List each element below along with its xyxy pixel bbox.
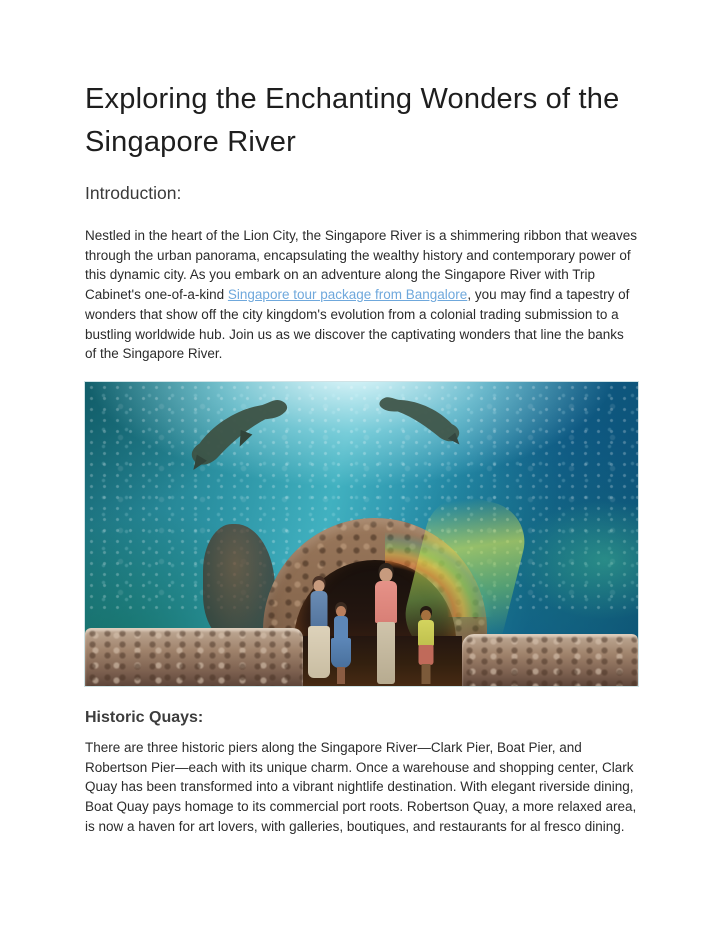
page-title: Exploring the Enchanting Wonders of the Singapore River — [85, 83, 620, 158]
stone-wall-right — [462, 634, 638, 686]
rainbow-light-arc — [385, 522, 505, 617]
daughter-blue-dress-skirt — [331, 638, 351, 668]
document-page — [85, 0, 638, 836]
mother-blue-top — [311, 591, 328, 627]
son-yellow-shirt — [418, 620, 434, 646]
person-father — [369, 566, 403, 686]
intro-text-before-link: Nestled in the heart of the Lion City, the Singapore River is a shimmering ribbon that weaves through the urban panorama, encapsulating the wealthy history and contemporary power of this dynamic city. As you embark on an adventure along the Singapore River with Trip Cabinet's one-of-a-kind — [85, 228, 638, 303]
stone-wall-left — [85, 628, 303, 686]
intro-paragraph — [85, 226, 638, 364]
tour-package-link[interactable]: Singapore tour package from Bangalore — [227, 287, 468, 303]
person-daughter — [329, 604, 353, 686]
person-son — [413, 608, 439, 686]
historic-quays-heading: Historic Quays: — [85, 708, 204, 726]
son-red-shorts — [419, 645, 434, 665]
aquarium-tunnel-image[interactable] — [85, 382, 638, 686]
father-khaki-pants — [377, 622, 395, 684]
green-light-glow — [515, 500, 638, 620]
daughter-blue-dress-top — [334, 616, 348, 640]
intro-heading: Introduction: — [85, 183, 182, 203]
intro-text-after-link: , you may find a tapestry of wonders that show off the city kingdom's evolution from a colonial trading submission to a bustling worldwide hub. Join us as we discover the captivating wonders that line the banks of the Singapore River. — [85, 287, 630, 362]
father-salmon-shirt — [375, 581, 397, 623]
mother-beige-skirt — [308, 626, 330, 678]
historic-quays-paragraph: There are three historic piers along the Singapore River—Clark Pier, Boat Pier, and Robertson Pier—each with its unique charm. Once a warehouse and shopping center, Clark Quay has been transformed into a vibrant nightlife destination. With elegant riverside dining, Boat Quay pays homage to its commercial port roots. Robertson Quay, a more relaxed area, is now a haven for art lovers, with galleries, boutiques, and restaurants for al fresco dining. — [85, 739, 637, 834]
father-head — [380, 568, 393, 582]
